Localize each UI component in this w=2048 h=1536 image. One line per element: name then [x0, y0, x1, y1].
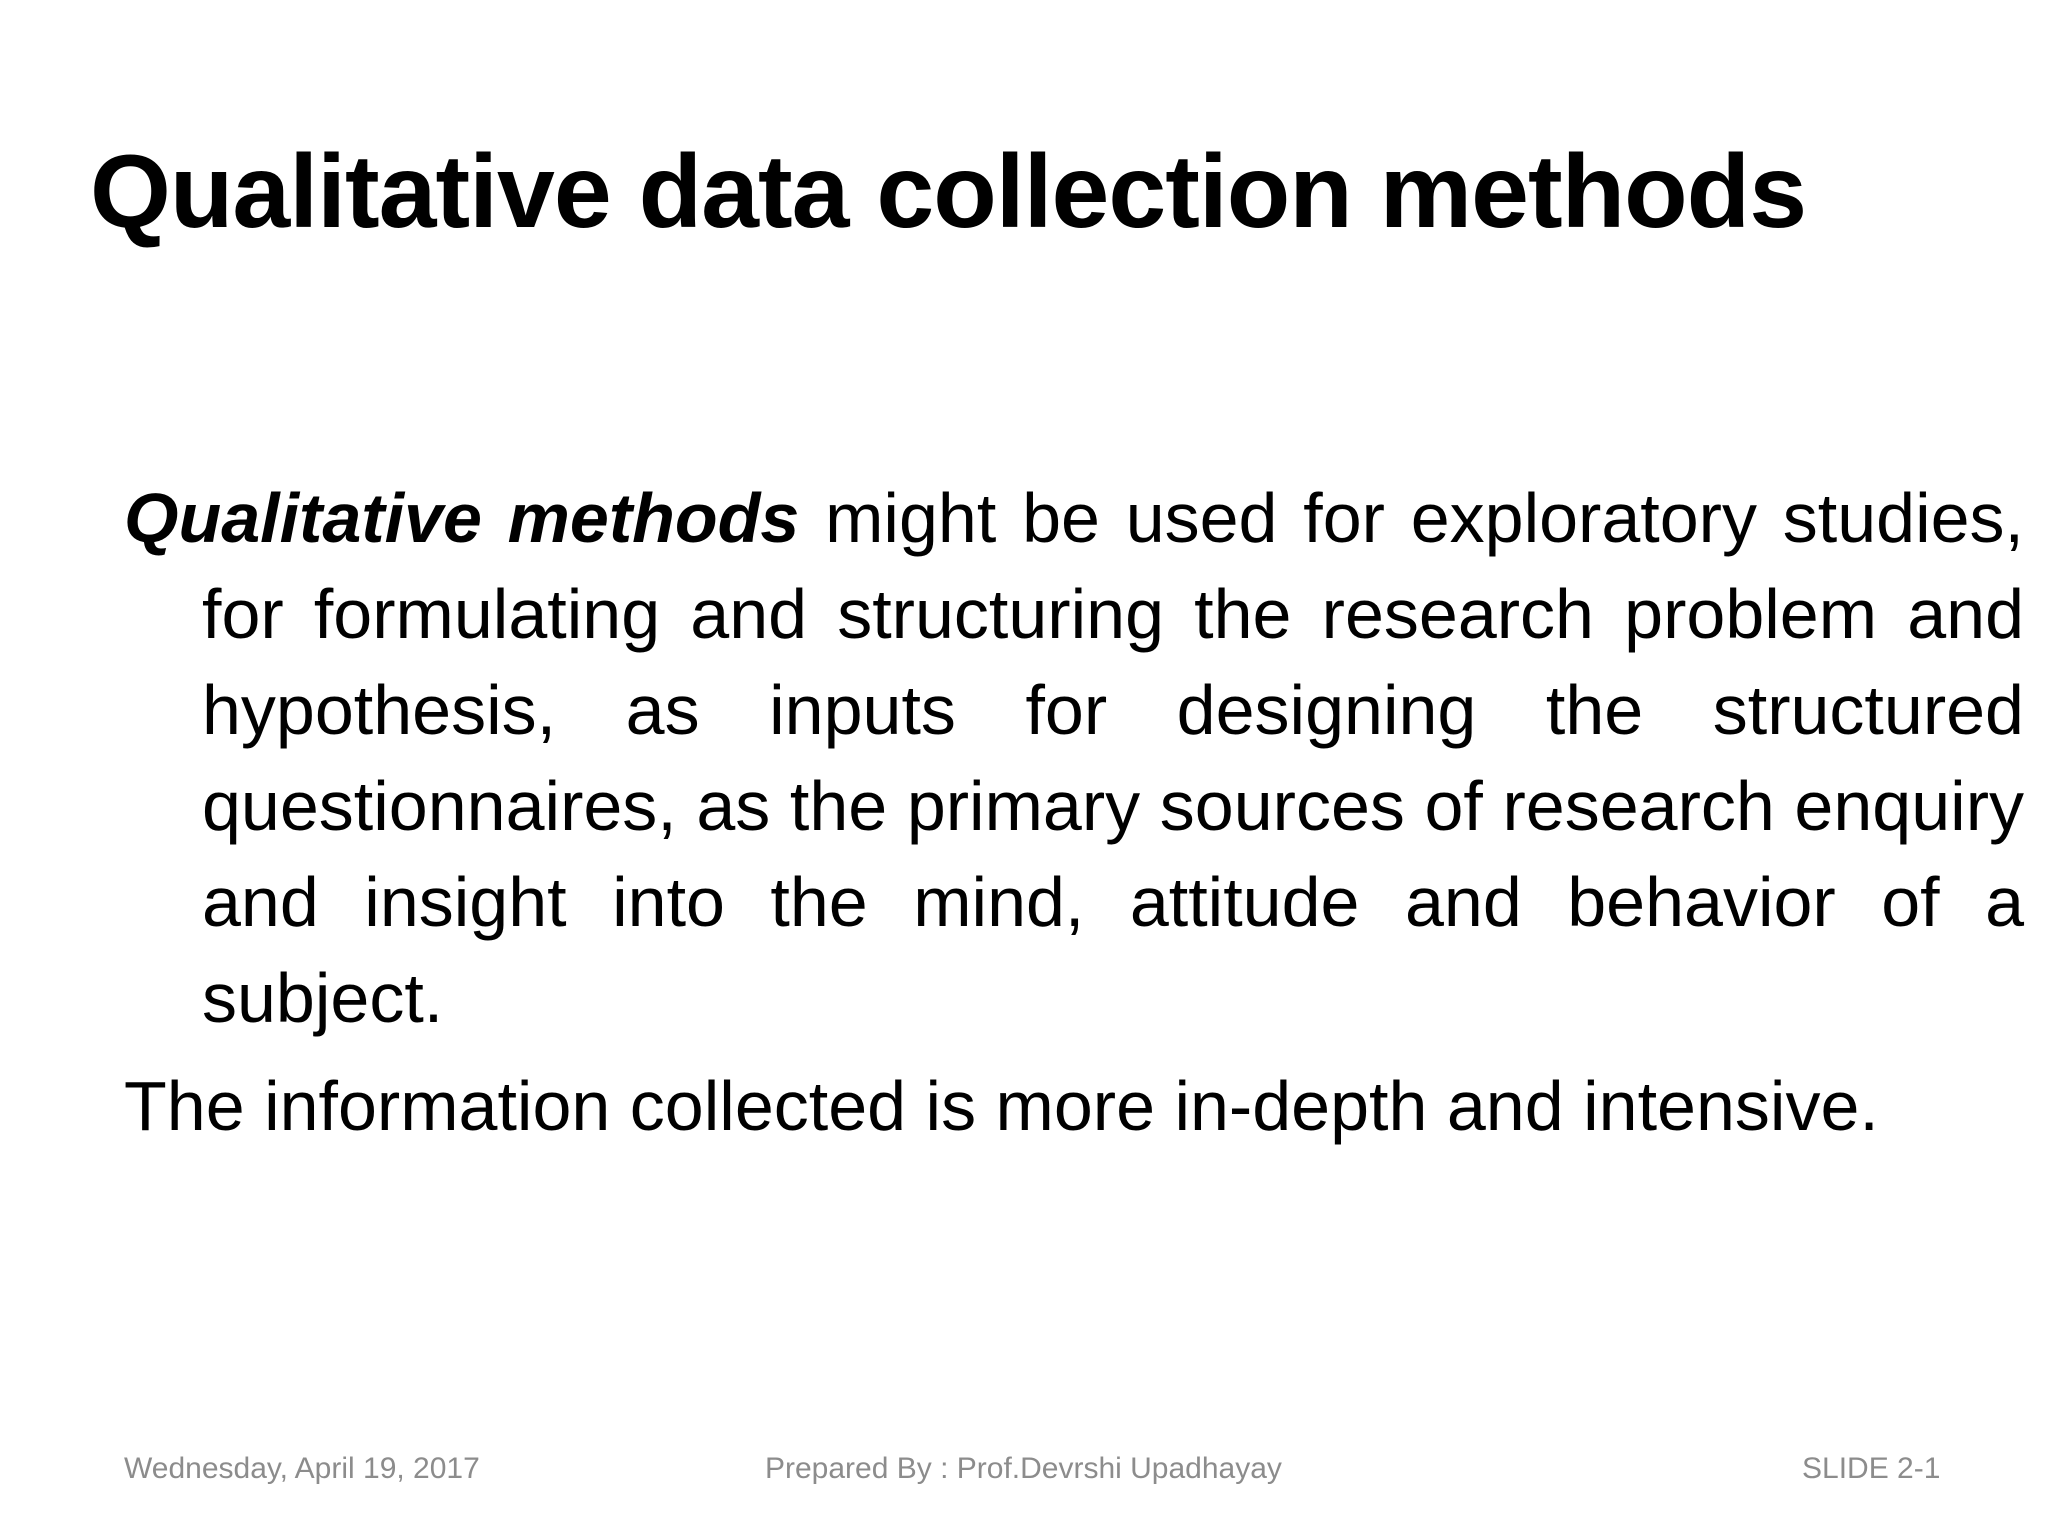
paragraph-lead-emphasis: Qualitative methods [124, 479, 800, 557]
footer-author: Prepared By : Prof.Devrshi Upadhayay [765, 1452, 1282, 1485]
paragraph-text: might be used for exploratory studies, for formulating and structuring the research problem and hypothesis, as inputs for designing the structured questionnaires, as the primary sources of research enquiry and insight into the mind, attitude and behavior of a subject. [202, 479, 2024, 1037]
body-paragraph [124, 470, 2024, 1046]
footer-slide-number: SLIDE 2-1 [1802, 1452, 1941, 1485]
footer-date: Wednesday, April 19, 2017 [124, 1452, 480, 1485]
slide-title: Qualitative data collection methods [90, 134, 1807, 250]
slide-body [124, 470, 2024, 1154]
body-paragraph-summary: The information collected is more in-depth and intensive. [124, 1067, 1879, 1145]
